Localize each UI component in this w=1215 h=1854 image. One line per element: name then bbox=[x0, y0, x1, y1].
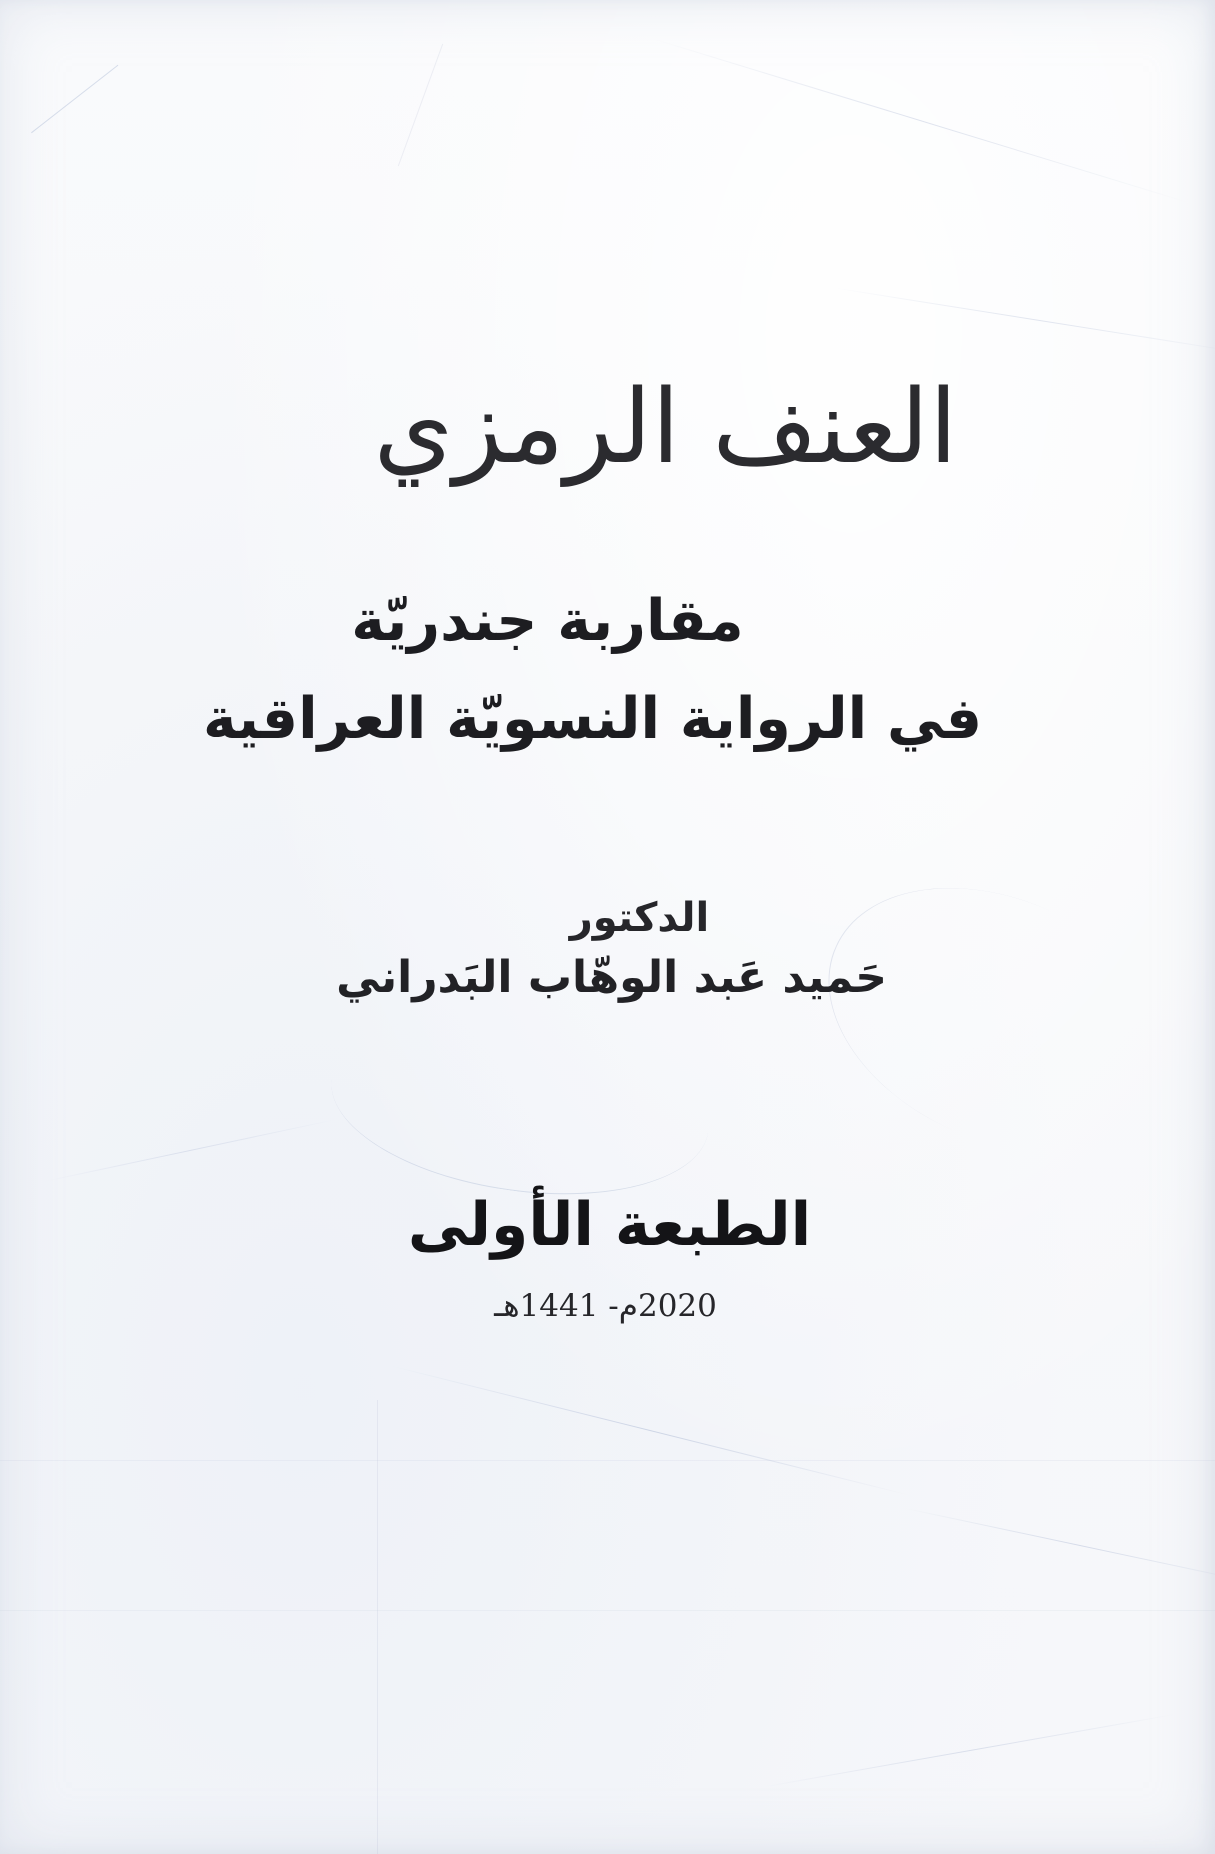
paper-crease bbox=[388, 1365, 912, 1497]
book-title: العنف الرمزي bbox=[373, 368, 958, 487]
author-title-label: الدكتور bbox=[569, 895, 710, 941]
book-subtitle-line2: في الرواية النسويّة العراقية bbox=[202, 686, 983, 752]
edition-label: الطبعة الأولى bbox=[407, 1190, 812, 1260]
paper-crease bbox=[320, 994, 720, 1216]
paper-crease bbox=[0, 1460, 1215, 1461]
edition-date: 2020م- 1441هـ bbox=[494, 1288, 717, 1324]
paper-crease bbox=[0, 1610, 1215, 1611]
paper-crease bbox=[43, 1119, 337, 1182]
paper-crease bbox=[652, 38, 1188, 203]
paper-crease bbox=[398, 44, 443, 167]
paper-crease bbox=[763, 1714, 1177, 1788]
paper-crease bbox=[833, 287, 1215, 354]
paper-crease bbox=[377, 1400, 378, 1854]
paper-crease bbox=[0, 0, 118, 133]
author-name: حَميد عَبد الوهّاب البَدراني bbox=[336, 952, 887, 1003]
paper-crease bbox=[904, 1508, 1215, 1584]
book-subtitle-line1: مقاربة جندريّة bbox=[351, 588, 744, 654]
paper-crease bbox=[787, 837, 1214, 1203]
